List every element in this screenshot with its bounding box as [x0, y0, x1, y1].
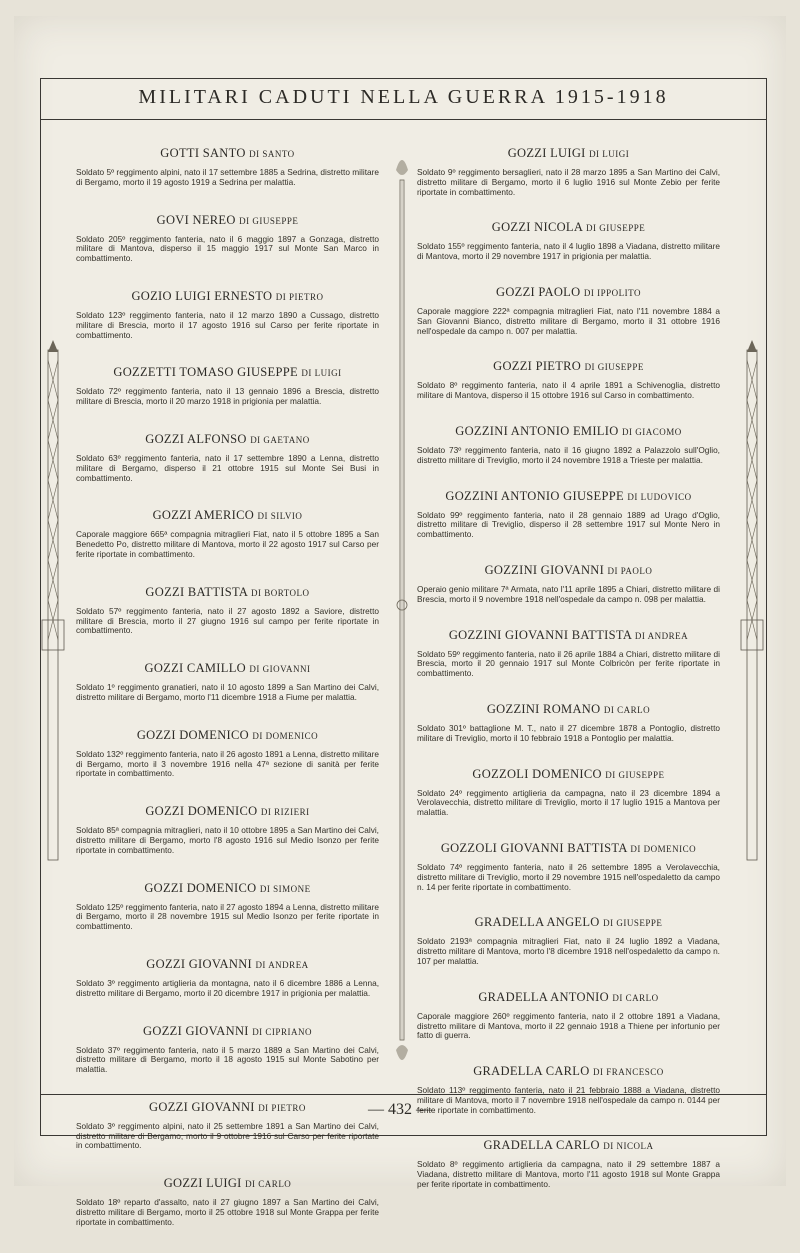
page-number: — 432 — [368, 1101, 432, 1118]
entry-text: Soldato 24º reggimento artiglieria da campagna, nato il 23 dicembre 1894 a Verolavecchia, distretto militare di Treviglio, morto il 17 luglio 1915 a Mantova per malattia. [417, 787, 720, 818]
entry-name [76, 213, 379, 227]
entry-patronymic: DI NICOLA [603, 1141, 654, 1152]
entry-surname-given: GOZZI NICOLA [491, 220, 583, 235]
entry-surname-given: GOZZINI GIOVANNI BATTISTA [448, 627, 632, 642]
entry-surname-given: GOZZI GIOVANNI [149, 1099, 255, 1114]
entry-surname-given: GOZZI GIOVANNI [146, 956, 252, 971]
entry-name [417, 285, 720, 299]
entry-text: Soldato 8º reggimento fanteria, nato il 4 aprile 1891 a Schivenoglia, distretto militare di Mantova, disperso il 15 ottobre 1916 sul Carso in combattimento. [417, 380, 720, 401]
entry-text: Soldato 113º reggimento fanteria, nato il 21 febbraio 1888 a Viadana, distretto militare di Mantova, morto il 7 novembre 1918 nell'ospedale da campo n. 0144 per ferite riportate in combattimento. [417, 1085, 720, 1115]
entry-patronymic: DI GIUSEPPE [603, 918, 663, 929]
entry [76, 213, 379, 264]
entry-text: Soldato 59º reggimento fanteria, nato il 26 aprile 1884 a Chiari, distretto militare di Brescia, morto il 20 gennaio 1917 sul Monte Colbricòn per ferite riportate in combattimento. [417, 648, 720, 679]
entry-surname-given: GOZZI GIOVANNI [143, 1023, 249, 1038]
entry-text: Soldato 132º reggimento fanteria, nato il 26 agosto 1891 a Lenna, distretto militare di Bergamo, morto il 3 novembre 1916 nella 47ª sezione di sanità per ferite riportate in combattimento. [76, 748, 379, 779]
entry-patronymic: DI GIUSEPPE [605, 769, 665, 780]
entry-text: Soldato 63º reggimento fanteria, nato il 17 settembre 1890 a Lenna, distretto militare di Bergamo, disperso il 21 ottobre 1915 sul Monte Sei Busi in combattimento. [76, 452, 379, 483]
title-rule [40, 119, 767, 120]
entry-name [76, 508, 379, 522]
entry-text: Soldato 99º reggimento fanteria, nato il 28 gennaio 1889 ad Urago d'Oglio, distretto militare di Treviglio, disperso il 28 settembre 1917 sul Monte Nero in combattimento. [417, 509, 720, 540]
entry-surname-given: GRADELLA CARLO [483, 1138, 600, 1153]
entry-name [417, 841, 720, 855]
entry [417, 767, 720, 818]
entry-patronymic: DI ANDREA [634, 630, 689, 641]
entry-text: Soldato 2193ª compagnia mitraglieri Fiat, nato il 24 luglio 1892 a Viadana, distretto militare di Mantova, morto l'8 dicembre 1918 nell'ospedaletto da campo n. 107 per malattia. [417, 936, 720, 966]
entry [417, 489, 720, 540]
entry-name [76, 1024, 379, 1038]
center-ornament-fasces [396, 150, 408, 1070]
entry-text: Soldato 205º reggimento fanteria, nato il 6 maggio 1897 a Gonzaga, distretto militare di Mantova, disperso il 15 maggio 1917 sul Monte San Marco in combattimento. [76, 233, 379, 264]
entry-name [76, 365, 379, 379]
entry-surname-given: GOZZOLI GIOVANNI BATTISTA [440, 840, 627, 855]
entry-text: Soldato 85ª compagnia mitraglieri, nato il 10 ottobre 1895 a San Martino dei Calvi, distretto militare di Bergamo, morto l'8 agosto 1916 sul Medio Isonzo per ferite riportate in combattimento. [76, 825, 379, 855]
entry-surname-given: GOZZI CAMILLO [144, 661, 246, 676]
entry-name [417, 424, 720, 438]
entry-text: Soldato 1º reggimento granatieri, nato il 10 agosto 1899 a San Martino dei Calvi, distretto militare di Bergamo, morto l'11 dicembre 1918 a Fiume per malattia. [76, 682, 379, 702]
left-column [76, 146, 379, 1253]
entry [76, 957, 379, 999]
left-ornament-fasces [40, 340, 66, 870]
entry-patronymic: DI PAOLO [607, 565, 653, 576]
entry-patronymic: DI ANDREA [255, 959, 309, 970]
entry [76, 585, 379, 636]
entry-text: Soldato 3º reggimento artiglieria da montagna, nato il 6 dicembre 1886 a Lenna, distretto militare di Bergamo, morto il 20 dicembre 1917 in prigionia per malattia. [76, 977, 379, 998]
entry-text: Soldato 123º reggimento fanteria, nato il 12 marzo 1890 a Cussago, distretto militare di Brescia, morto il 17 agosto 1916 sul Carso per ferite riportate in combattimento. [76, 309, 379, 340]
entry-surname-given: GRADELLA ANTONIO [478, 989, 609, 1004]
entry-text: Soldato 74º reggimento fanteria, nato il 26 settembre 1895 a Verolavecchia, distretto militare di Treviglio, morto il 29 novembre 1915 nell'ospedaletto da campo n. 14 per ferite riportate in combattimento. [417, 861, 720, 892]
entry [76, 728, 379, 779]
entry-surname-given: GOZZI PAOLO [496, 284, 581, 299]
entry-patronymic: DI GIUSEPPE [239, 215, 299, 226]
entry-name [76, 146, 379, 160]
entry-name [417, 990, 720, 1004]
entry-surname-given: GOZZI DOMENICO [144, 880, 257, 895]
entry-surname-given: GOZZINI GIOVANNI [484, 562, 605, 577]
entry [417, 628, 720, 679]
entry-surname-given: GOVI NEREO [156, 212, 236, 227]
right-ornament-fasces [739, 340, 765, 870]
entry-name [76, 661, 379, 675]
entry [417, 1138, 720, 1189]
entry-name [417, 489, 720, 503]
entry-name [417, 220, 720, 234]
entry [76, 289, 379, 340]
entry-name [76, 804, 379, 818]
entry-patronymic: DI LUIGI [589, 149, 630, 159]
entry-text: Soldato 73º reggimento fanteria, nato il 16 giugno 1892 a Palazzolo sull'Oglio, distretto militare di Treviglio, morto il 24 novembre 1918 a Trieste per malattia. [417, 444, 720, 465]
entry-patronymic: DI DOMENICO [630, 843, 697, 854]
entry-patronymic: DI GIOVANNI [249, 664, 311, 675]
entry-patronymic: DI SIMONE [259, 883, 311, 894]
entry-patronymic: DI BORTOLO [251, 587, 310, 598]
entry-surname-given: GOZZI PIETRO [493, 359, 582, 374]
entry-name [417, 628, 720, 642]
entry-surname-given: GOZZI LUIGI [163, 1176, 242, 1191]
entry-surname-given: GOZZINI ROMANO [486, 701, 601, 716]
entry-surname-given: GOZZI LUIGI [507, 146, 586, 160]
entry [417, 702, 720, 744]
entry-text: Caporale maggiore 665ª compagnia mitraglieri Fiat, nato il 5 ottobre 1895 a San Benedetto Po, distretto militare di Mantova, morto il 22 agosto 1917 sul Carso per ferite riportate in combattimento. [76, 529, 379, 559]
entry-patronymic: DI LUIGI [301, 368, 342, 379]
entry-patronymic: DI CARLO [245, 1179, 292, 1190]
entry [417, 220, 720, 262]
entry-patronymic: DI LUDOVICO [627, 491, 692, 502]
entry-surname-given: GRADELLA CARLO [473, 1064, 590, 1079]
entry-name [417, 1064, 720, 1078]
entry [76, 432, 379, 483]
entry [417, 359, 720, 401]
entry-surname-given: GOZZI ALFONSO [145, 431, 247, 446]
entry-name [76, 881, 379, 895]
entry-name [417, 702, 720, 716]
entry [76, 804, 379, 855]
entry [417, 841, 720, 892]
entry-name [76, 728, 379, 742]
entry [417, 915, 720, 966]
entry-name [76, 1176, 379, 1190]
entry-text: Soldato 5º reggimento alpini, nato il 17 settembre 1885 a Sedrina, distretto militare di Bergamo, morto il 19 agosto 1919 a Sedrina per malattia. [76, 167, 379, 187]
entry-patronymic: DI PIETRO [275, 291, 324, 302]
entry-surname-given: GOZZI BATTISTA [145, 584, 248, 599]
entry-patronymic: DI GIACOMO [621, 426, 682, 437]
entry-patronymic: DI CARLO [603, 704, 651, 715]
entry [76, 1024, 379, 1075]
entry-text: Soldato 8º reggimento artiglieria da campagna, nato il 29 settembre 1887 a Viadana, distretto militare di Mantova, morto l'11 agosto 1918 sul Monte Grappa per ferite riportate in combattimento. [417, 1159, 720, 1190]
entry-surname-given: GOZZI AMERICO [152, 508, 255, 523]
entry-name [76, 289, 379, 303]
entry-text: Soldato 72º reggimento fanteria, nato il 13 gennaio 1896 a Brescia, distretto militare di Brescia, morto il 20 marzo 1918 in prigionia per malattia. [76, 386, 379, 407]
entry-text: Soldato 125º reggimento fanteria, nato il 27 agosto 1894 a Lenna, distretto militare di Bergamo, morto il 28 novembre 1915 sul Medio Isonzo per ferite riportate in combattimento. [76, 901, 379, 932]
entry [76, 881, 379, 932]
entry-name [417, 1138, 720, 1152]
entry-patronymic: DI DOMENICO [252, 730, 319, 741]
entry-name [417, 915, 720, 929]
entry-text: Caporale maggiore 222ª compagnia mitraglieri Fiat, nato l'11 novembre 1884 a San Giovanni Bianco, distretto militare di Bergamo, morto il 31 ottobre 1916 nell'ospedale da campo n. 007 per malattia. [417, 305, 720, 336]
entry [76, 1176, 379, 1227]
entry [76, 661, 379, 703]
entry [417, 563, 720, 605]
entry-patronymic: DI GIUSEPPE [585, 223, 646, 234]
entry-text: Soldato 18º reparto d'assalto, nato il 27 giugno 1897 a San Martino dei Calvi, distretto militare di Bergamo, morto il 25 ottobre 1918 sul Monte Grappa per ferite riportate in combattimento. [76, 1197, 379, 1227]
entry-patronymic: DI PIETRO [258, 1102, 306, 1113]
entry [76, 508, 379, 559]
entry-surname-given: GOZZINI ANTONIO EMILIO [455, 423, 619, 438]
entry-name [76, 432, 379, 446]
entry [417, 424, 720, 466]
entry-surname-given: GOZZOLI DOMENICO [472, 766, 602, 781]
entry-text: Operaio genio militare 7ª Armata, nato l'11 aprile 1895 a Chiari, distretto militare di Brescia, morto il 9 novembre 1918 nell'ospedale da campo n. 098 per malattia. [417, 583, 720, 604]
entry-patronymic: DI RIZIERI [260, 807, 310, 818]
entry [76, 146, 379, 188]
entry-patronymic: DI GIUSEPPE [584, 362, 644, 373]
entry-text: Soldato 3º reggimento alpini, nato il 25 settembre 1891 a San Martino dei Calvi, distretto militare di Bergamo, morto il 9 ottobre 1916 sul Carso per ferite riportate in combattimento. [76, 1120, 379, 1151]
entry-surname-given: GOZZETTI TOMASO GIUSEPPE [113, 365, 298, 380]
entry [417, 285, 720, 336]
entry-name [76, 585, 379, 599]
entry-text: Soldato 155º reggimento fanteria, nato il 4 luglio 1898 a Viadana, distretto militare di Mantova, morto il 29 novembre 1917 in prigionia per malattia. [417, 241, 720, 262]
entry-surname-given: GRADELLA ANGELO [474, 915, 600, 930]
page-title: MILITARI CADUTI NELLA GUERRA 1915-1918 [138, 86, 669, 108]
entry-name [417, 359, 720, 373]
entry-name [76, 957, 379, 971]
entry-patronymic: DI SANTO [249, 149, 295, 159]
entry-text: Soldato 9º reggimento bersaglieri, nato il 28 marzo 1895 a San Martino dei Calvi, distretto militare di Bergamo, morto il 6 luglio 1916 sul Monte Zebio per ferite riportate in combattimento. [417, 167, 720, 197]
entry-surname-given: GOZIO LUIGI ERNESTO [131, 288, 273, 303]
entry-name [417, 767, 720, 781]
entry-patronymic: DI GAETANO [250, 434, 310, 445]
entry-patronymic: DI IPPOLITO [583, 287, 641, 298]
entry [76, 365, 379, 407]
entry-patronymic: DI CARLO [612, 992, 659, 1003]
entry-text: Soldato 301º battaglione M. T., nato il 27 dicembre 1878 a Pontoglio, distretto militare di Treviglio, morto il 10 febbraio 1918 a Pontoglio per malattia. [417, 722, 720, 743]
right-column [417, 146, 720, 1213]
entry-name [417, 146, 720, 160]
entry [417, 146, 720, 197]
entry-patronymic: DI SILVIO [257, 511, 303, 522]
entry-text: Soldato 57º reggimento fanteria, nato il 27 agosto 1892 a Saviore, distretto militare di Brescia, morto il 27 giugno 1916 sul campo per ferite riportate in combattimento. [76, 605, 379, 636]
entry-patronymic: DI CIPRIANO [252, 1026, 312, 1037]
entry-text: Caporale maggiore 260º reggimento fanteria, nato il 2 ottobre 1891 a Viadana, distretto militare di Mantova, morto il 22 gennaio 1918 a Thiene per infortunio per fatto di guerra. [417, 1010, 720, 1041]
entry-name [417, 563, 720, 577]
entry-surname-given: GOTTI SANTO [160, 146, 246, 160]
entry-surname-given: GOZZINI ANTONIO GIUSEPPE [445, 488, 624, 503]
entry-patronymic: DI FRANCESCO [593, 1067, 664, 1078]
entry-surname-given: GOZZI DOMENICO [145, 804, 258, 819]
entry-text: Soldato 37º reggimento fanteria, nato il 5 marzo 1889 a San Martino dei Calvi, distretto militare di Bergamo, morto il 18 agosto 1915 sul Monte Sabotino per malattia. [76, 1044, 379, 1075]
entry [417, 990, 720, 1041]
entry-surname-given: GOZZI DOMENICO [136, 727, 249, 742]
